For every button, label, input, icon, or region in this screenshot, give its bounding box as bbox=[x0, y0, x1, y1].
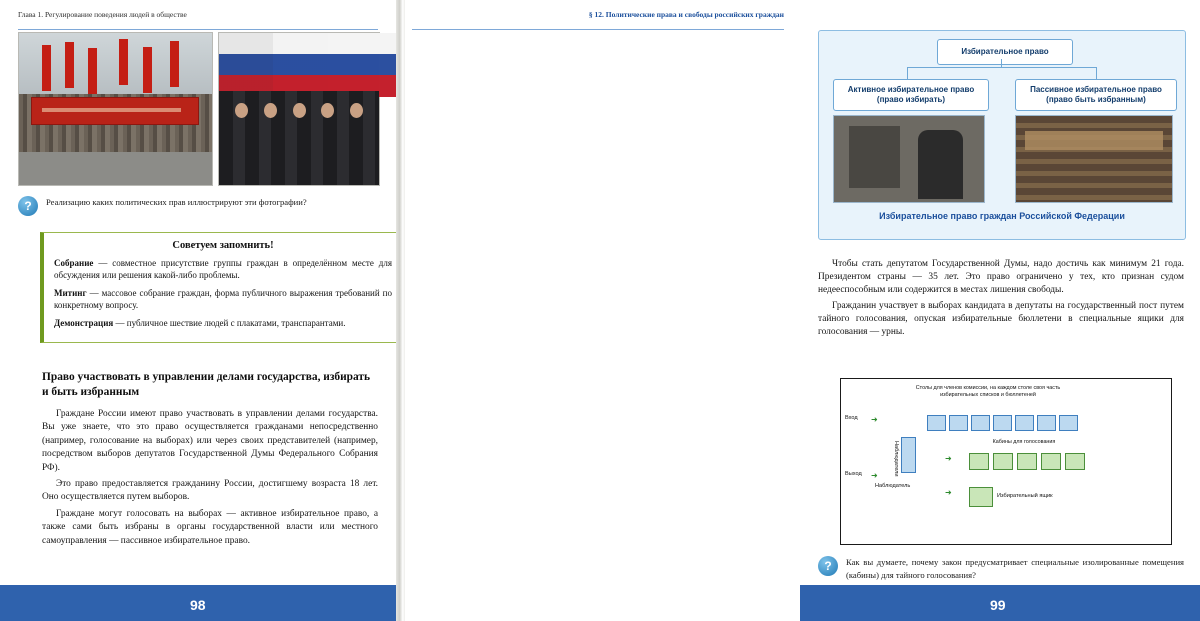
voting-booth bbox=[1017, 453, 1037, 470]
exit-arrow-icon: ➜ bbox=[871, 471, 878, 480]
voting-booth-photo bbox=[833, 115, 985, 203]
scheme-connector bbox=[1001, 59, 1002, 67]
parliament-hall-photo bbox=[1015, 115, 1173, 203]
watermark-text: Лабиринт bbox=[722, 600, 794, 617]
left-page-header: Глава 1. Регулирование поведения людей в обществе bbox=[18, 10, 378, 30]
commission-table bbox=[1015, 415, 1034, 431]
entrance-arrow-icon: ➜ bbox=[871, 415, 878, 424]
section-title: Политические права и свободы российских граждан bbox=[605, 10, 784, 19]
observer-note: Наблюдатель bbox=[875, 483, 911, 489]
commission-table bbox=[949, 415, 968, 431]
observer-desk bbox=[901, 437, 916, 473]
photo-road bbox=[19, 152, 212, 185]
paragraph: Граждане России имеют право участвовать в управлении делами государства. Вы уже знаете, что это право осуществляется гражданами непосредственно (например, голосование на выборах) или через своих представителей (например, посредством выборов депутатов Государственной Думы Федерального Собрания РФ). bbox=[42, 409, 378, 473]
commission-table bbox=[993, 415, 1012, 431]
person-head bbox=[293, 103, 306, 118]
remember-item bbox=[54, 287, 392, 312]
commission-table bbox=[1037, 415, 1056, 431]
booths-label: Кабины для голосования bbox=[992, 439, 1056, 445]
question-mark-icon: ? bbox=[818, 556, 838, 576]
right-page-number: 99 bbox=[990, 597, 1006, 613]
commission-table bbox=[1059, 415, 1078, 431]
watermark bbox=[704, 598, 794, 617]
scheme-connector bbox=[907, 67, 1097, 68]
flow-arrow-icon: ➜ bbox=[945, 454, 952, 463]
scheme-active-suffrage: Активное избирательное право (право избирать) bbox=[833, 79, 989, 111]
remember-title: Советуем запомнить! bbox=[172, 240, 274, 251]
red-flag-icon bbox=[119, 39, 128, 85]
hall-seats bbox=[1016, 116, 1172, 202]
left-body-text bbox=[42, 408, 378, 551]
remember-text: — массовое собрание граждан, форма публичного выражения требований по конкретному вопросу. bbox=[54, 287, 392, 311]
right-body-text bbox=[818, 258, 1184, 341]
watermark-ring-icon bbox=[704, 598, 721, 615]
left-page-number: 98 bbox=[190, 597, 206, 613]
remember-box bbox=[40, 232, 403, 343]
scheme-caption: Избирательное право граждан Российской Федерации bbox=[879, 211, 1125, 221]
left-question-block bbox=[18, 196, 378, 216]
voter-figure bbox=[918, 130, 963, 199]
question-mark-icon: ? bbox=[18, 196, 38, 216]
section-number: § 12. bbox=[588, 10, 604, 19]
remember-term: Собрание bbox=[54, 258, 94, 268]
suffrage-scheme bbox=[818, 30, 1186, 240]
paragraph: Чтобы стать депутатом Государственной Думы, надо достичь как минимум 21 года. Президентом страны — 35 лет. Это право ограничено у тех, кто признан судом недееспособным или содержится в местах лишения свободы. bbox=[818, 259, 1184, 296]
remember-item bbox=[54, 317, 392, 329]
red-flag-icon bbox=[42, 45, 51, 91]
booth-shape bbox=[849, 126, 900, 188]
voting-booth bbox=[1065, 453, 1085, 470]
left-section-heading: Право участвовать в управлении делами государства, избирать и быть избранным bbox=[42, 371, 371, 398]
left-page bbox=[0, 0, 401, 621]
left-question-text: Реализацию каких политических прав иллюстрируют эти фотографии? bbox=[46, 197, 307, 207]
red-flag-icon bbox=[170, 41, 179, 87]
scheme-top-node: Избирательное право bbox=[937, 39, 1073, 65]
remember-text: — публичное шествие людей с плакатами, транспарантами. bbox=[113, 317, 346, 328]
right-page-header bbox=[412, 10, 784, 30]
remember-term: Митинг bbox=[54, 287, 87, 298]
observer-label: Наблюдатели bbox=[893, 441, 899, 477]
right-question-block bbox=[818, 556, 1184, 581]
scheme-connector bbox=[907, 67, 908, 79]
paragraph: Гражданин участвует в выборах кандидата в депутаты на государственный пост путем тайного голосования, опуская избирательные бюллетени в специальные ящики для голосования — урны. bbox=[818, 300, 1184, 338]
right-page bbox=[400, 0, 1184, 621]
voting-booth bbox=[993, 453, 1013, 470]
paragraph: Граждане могут голосовать на выборах — активное избирательное право, а также сами быть избраны в органы государственной власти или местного самоуправления — пассивное избирательное право. bbox=[42, 508, 378, 546]
commission-table bbox=[971, 415, 990, 431]
voting-booth bbox=[1041, 453, 1061, 470]
remember-item bbox=[54, 257, 392, 282]
commission-table bbox=[927, 415, 946, 431]
meeting-with-flags-photo bbox=[218, 32, 380, 186]
hall-dais bbox=[1025, 131, 1162, 150]
ballot-box bbox=[969, 487, 993, 507]
ballot-box-label: Избирательный ящик bbox=[997, 493, 1053, 499]
protest-banner bbox=[31, 97, 199, 125]
voting-booth bbox=[969, 453, 989, 470]
scheme-passive-suffrage: Пассивное избирательное право (право быть избранным) bbox=[1015, 79, 1177, 111]
red-flag-icon bbox=[65, 42, 74, 88]
remember-text: — совместное присутствие группы граждан в определённом месте для обсуждения или решения какой-либо проблемы. bbox=[54, 258, 392, 281]
red-flag-icon bbox=[88, 48, 97, 94]
red-flag-icon bbox=[143, 47, 152, 93]
exit-label: Выход bbox=[845, 471, 862, 477]
demonstration-photo bbox=[18, 32, 213, 186]
remember-term: Демонстрация bbox=[54, 317, 114, 328]
entrance-label: Вход bbox=[845, 415, 858, 421]
right-question-text: Как вы думаете, почему закон предусматривает специальные изолированные помещения (кабины) для тайного голосования? bbox=[846, 557, 1184, 580]
paragraph: Это право предоставляется гражданину России, достигшему возраста 18 лет. Оно осуществляется путем выборов. bbox=[42, 479, 378, 503]
diagram-commission-title: Столы для членов комиссии, на каждом столе своя часть избирательных списков и бюллетеней bbox=[915, 385, 1061, 398]
person-head bbox=[264, 103, 277, 118]
polling-station-diagram bbox=[840, 378, 1172, 545]
book-gutter bbox=[396, 0, 405, 621]
scheme-connector bbox=[1096, 67, 1097, 79]
flow-arrow-icon: ➜ bbox=[945, 488, 952, 497]
